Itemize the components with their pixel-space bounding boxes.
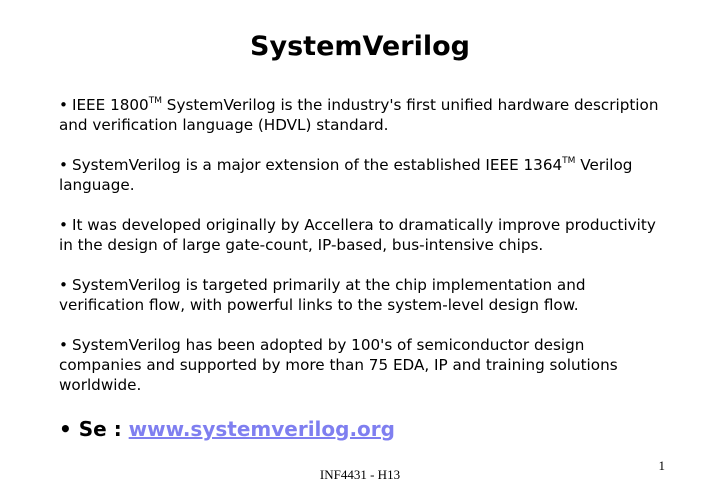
bullet-text: SystemVerilog is targeted primarily at the chip implementation and verification flow, with powerful links to the system-level design flow. xyxy=(59,276,586,314)
bullet-text-pre: IEEE 1800 xyxy=(71,96,149,114)
see-label: Se : xyxy=(78,417,122,441)
page-number: 1 xyxy=(658,458,665,473)
trademark-superscript: TM xyxy=(148,95,162,106)
bullet-marker: • xyxy=(59,216,68,234)
see-also-line xyxy=(59,415,395,443)
slide-title: SystemVerilog xyxy=(250,31,470,62)
bullet-marker: • xyxy=(59,417,72,441)
bullet-adopted xyxy=(59,335,659,395)
bullet-marker: • xyxy=(59,336,68,354)
bullet-text: It was developed originally by Accellera to dramatically improve productivity in the design of large gate-count, IP-based, bus-intensive chips. xyxy=(59,216,656,254)
systemverilog-link[interactable]: www.systemverilog.org xyxy=(128,417,395,441)
trademark-superscript: TM xyxy=(562,155,576,166)
bullet-list xyxy=(59,95,659,415)
slide-footer: INF4431 - H13 xyxy=(319,467,401,482)
bullet-text-post: SystemVerilog is the industry's first unified hardware description and verification language (HDVL) standard. xyxy=(59,96,659,134)
bullet-marker: • xyxy=(59,96,68,114)
bullet-text: SystemVerilog has been adopted by 100's of semiconductor design companies and supported by more than 75 EDA, IP and training solutions worldwide. xyxy=(59,336,618,394)
bullet-ieee-1800 xyxy=(59,95,659,135)
bullet-text-pre: SystemVerilog is a major extension of the established IEEE 1364 xyxy=(71,156,563,174)
bullet-marker: • xyxy=(59,156,68,174)
bullet-text-post: Verilog language. xyxy=(59,156,633,194)
bullet-marker: • xyxy=(59,276,68,294)
bullet-major-extension xyxy=(59,155,659,195)
bullet-accellera xyxy=(59,215,659,255)
bullet-targeted xyxy=(59,275,659,315)
